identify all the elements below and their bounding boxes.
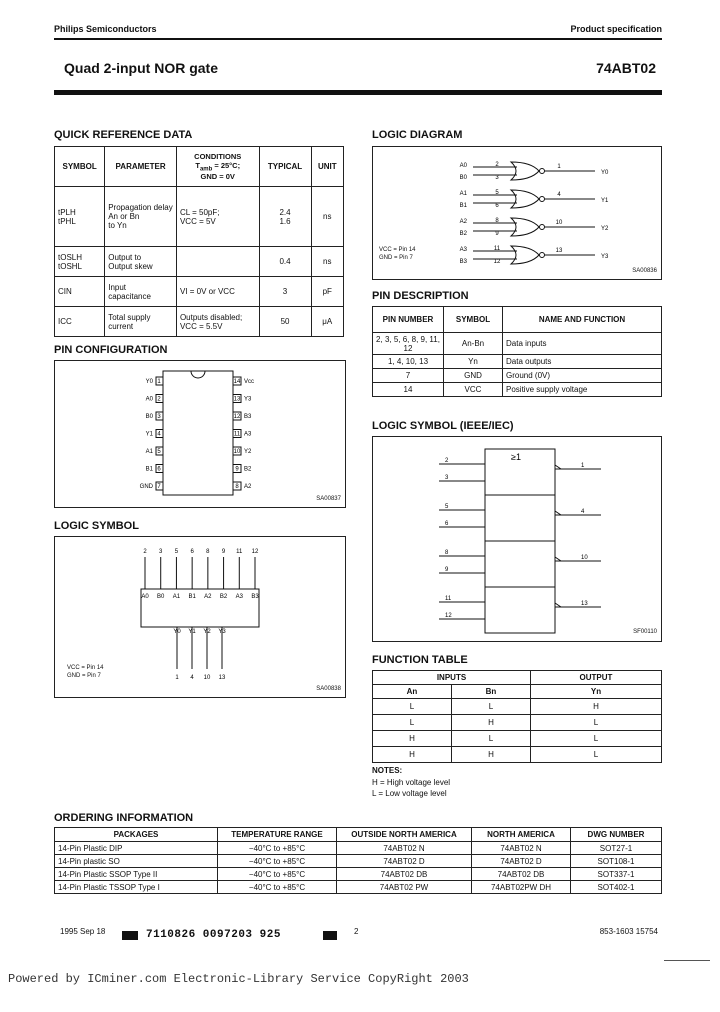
qrd-row: tPLH tPHL Propagation delay An or Bn to Yn CL = 50pF; VCC = 5V 2.4 1.6 ns	[55, 187, 344, 247]
ls-pin-number: 12	[251, 549, 259, 555]
ic-notch	[191, 371, 205, 378]
ld-pin-number: 13	[555, 248, 563, 254]
ls-input-label: B0	[157, 594, 165, 600]
ic-pin-number: 7	[157, 484, 161, 490]
pd-row: 14 VCC Positive supply voltage	[373, 383, 662, 397]
ls-pin-number: 2	[143, 549, 147, 555]
pin-desc-table	[372, 306, 662, 397]
ls-pin-number: 8	[206, 549, 210, 555]
pd-row: 1, 4, 10, 13 Yn Data outputs	[373, 355, 662, 369]
nor-gate-shape	[511, 162, 539, 180]
ord-row: 14-Pin Plastic SSOP Type II −40°C to +85°C 74ABT02 DB 74ABT02 DB SOT337-1	[55, 868, 662, 881]
ft-row: H L L	[373, 731, 662, 747]
ft-col-yn: Yn	[531, 685, 662, 699]
ieee-pin-number: 13	[581, 601, 588, 607]
ic-pin-name: Y2	[244, 449, 252, 455]
ld-pin-number: 11	[493, 246, 501, 252]
ld-pin-number: 4	[557, 192, 561, 198]
ord-col-temp: TEMPERATURE RANGE	[218, 828, 337, 842]
ord-col-na: NORTH AMERICA	[472, 828, 571, 842]
barcode-block-left	[122, 931, 138, 940]
ld-output-label: Y0	[601, 170, 609, 176]
ls-pin-number: 5	[174, 549, 179, 555]
ld-note-gnd: GND = Pin 7	[379, 255, 413, 261]
page-title: Quad 2-input NOR gate	[64, 60, 218, 76]
ld-note-vcc: VCC = Pin 14	[379, 247, 416, 253]
ld-pin-number: 3	[495, 175, 499, 181]
ordering-title: ORDERING INFORMATION	[54, 812, 194, 824]
pd-col-num: PIN NUMBER	[373, 307, 444, 333]
ieee-negation	[555, 465, 561, 469]
ls-pin-number: 10	[203, 675, 211, 681]
ls-pin-number: 6	[190, 549, 194, 555]
ieee-gate-box	[485, 587, 555, 633]
ld-input-label: A2	[459, 219, 467, 225]
qrd-row: tOSLH tOSHL Output to Output skew 0.4 ns	[55, 247, 344, 277]
company-name: Philips Semiconductors	[54, 24, 157, 34]
ft-output-header: OUTPUT	[531, 671, 662, 685]
ic-pin-name: A1	[145, 449, 153, 455]
ld-input-label: B3	[459, 259, 467, 265]
ls-output-label: Y2	[203, 629, 211, 635]
ieee-pin-number: 11	[445, 596, 452, 602]
ft-note-l: L = Low voltage level	[372, 789, 447, 798]
ic-pin-name: A2	[244, 484, 252, 490]
pd-col-name: NAME AND FUNCTION	[503, 307, 662, 333]
nor-bubble	[540, 225, 545, 230]
qrd-row: ICC Total supply current Outputs disabled; VCC = 5.5V 50 μA	[55, 307, 344, 337]
ieee-code: SF00110	[633, 629, 657, 635]
ieee-pin-number: 2	[445, 458, 449, 464]
ft-row: L L H	[373, 699, 662, 715]
ieee-pin-number: 6	[445, 521, 449, 527]
ls-input-label: B3	[251, 594, 259, 600]
ieee-negation	[555, 511, 561, 515]
ld-output-label: Y3	[601, 254, 609, 260]
qrd-table	[54, 146, 344, 337]
footer-powered: Powered by ICminer.com Electronic-Library Service CopyRight 2003	[8, 972, 469, 986]
ls-input-label: A1	[172, 594, 181, 600]
logic-diagram-title: LOGIC DIAGRAM	[372, 129, 463, 141]
nor-bubble	[540, 253, 545, 258]
ld-input-label: B0	[459, 175, 467, 181]
ft-notes-title: NOTES:	[372, 766, 403, 775]
qrd-col-symbol: SYMBOL	[55, 147, 105, 187]
nor-gate-shape	[511, 218, 539, 236]
ld-pin-number: 9	[495, 231, 499, 237]
ld-output-label: Y2	[601, 226, 609, 232]
ls-pin-number: 1	[175, 675, 179, 681]
ord-col-dwg: DWG NUMBER	[571, 828, 662, 842]
ord-row: 14-Pin Plastic TSSOP Type I −40°C to +85°C 74ABT02 PW 74ABT02PW DH SOT402-1	[55, 881, 662, 894]
ls-pin-number: 13	[218, 675, 226, 681]
ls-output-label: Y0	[173, 629, 181, 635]
func-table	[372, 670, 662, 763]
ls-pin-number: 11	[236, 549, 243, 555]
qrd-col-param: PARAMETER	[105, 147, 177, 187]
ic-pin-number: 8	[235, 484, 239, 490]
ic-pin-number: 3	[157, 414, 161, 420]
ld-input-label: A1	[459, 191, 467, 197]
ieee-pin-number: 9	[445, 567, 449, 573]
ls-output-label: Y1	[188, 629, 196, 635]
ic-pin-name: A0	[145, 396, 153, 403]
logic-diagram-svg	[373, 147, 661, 279]
ls-note-gnd: GND = Pin 7	[67, 673, 101, 679]
footer-docnum: 853-1603 15754	[599, 927, 658, 936]
ld-input-label: A3	[459, 247, 467, 253]
ic-pin-number: 13	[233, 396, 241, 403]
ls-pin-number: 3	[159, 549, 163, 555]
ls-input-label: B2	[219, 594, 228, 600]
ld-pin-number: 6	[495, 203, 499, 209]
ieee-pin-number: 1	[581, 463, 585, 469]
ord-row: 14-Pin Plastic DIP −40°C to +85°C 74ABT02 N 74ABT02 N SOT27-1	[55, 842, 662, 855]
ieee-negation	[555, 557, 561, 561]
ft-note-h: H = High voltage level	[372, 778, 451, 787]
doc-type: Product specification	[570, 24, 662, 34]
ld-pin-number: 8	[495, 218, 499, 224]
ord-col-outside: OUTSIDE NORTH AMERICA	[337, 828, 472, 842]
pin-config-title: PIN CONFIGURATION	[54, 344, 168, 356]
barcode-block-right	[323, 931, 337, 940]
part-number: 74ABT02	[596, 60, 656, 76]
ls-input-label: A3	[235, 594, 243, 600]
ic-pin-name: Y0	[145, 379, 153, 385]
ieee-svg	[373, 437, 661, 641]
ld-output-label: Y1	[601, 198, 609, 204]
pin-desc-title: PIN DESCRIPTION	[372, 290, 469, 302]
ic-pin-number: 5	[157, 449, 161, 455]
nor-gate-shape	[511, 246, 539, 264]
ord-col-pkg: PACKAGES	[55, 828, 218, 842]
ic-pin-name: Y3	[244, 396, 252, 403]
ls-pin-number: 9	[221, 549, 226, 555]
ld-input-label: B1	[459, 203, 467, 209]
pd-row: 7 GND Ground (0V)	[373, 369, 662, 383]
ieee-pin-number: 5	[445, 504, 449, 510]
header-rule	[54, 38, 662, 40]
ls-input-label: A0	[141, 594, 149, 600]
ieee-negation	[555, 603, 561, 607]
qrd-col-unit: UNIT	[311, 147, 343, 187]
ic-pin-name: B1	[145, 466, 153, 473]
ic-pin-number: 1	[157, 379, 161, 385]
pc-code: SA00837	[316, 496, 341, 502]
qrd-title: QUICK REFERENCE DATA	[54, 129, 193, 141]
ld-input-label: A0	[459, 163, 467, 169]
ft-row: H H L	[373, 747, 662, 763]
ic-pin-number: 12	[233, 414, 241, 420]
ls-input-label: B1	[188, 594, 196, 600]
footer-barcode: 7110826 0097203 925	[146, 929, 281, 941]
ft-col-bn: Bn	[452, 685, 531, 699]
ieee-pin-number: 8	[445, 550, 449, 556]
ic-pin-name: B0	[145, 414, 153, 420]
pd-row: 2, 3, 5, 6, 8, 9, 11, 12 An-Bn Data inputs	[373, 333, 662, 355]
func-table-title: FUNCTION TABLE	[372, 654, 468, 666]
title-rule	[54, 90, 662, 95]
nor-bubble	[540, 197, 545, 202]
ieee-box	[372, 436, 662, 642]
ld-input-label: B2	[459, 231, 467, 237]
qrd-col-cond: CONDITIONS $T_{amb} = 25^\circ C$; GND = 0V	[176, 147, 259, 187]
ieee-pin-number: 12	[445, 613, 452, 619]
ls-code: SA00838	[316, 686, 341, 692]
ft-inputs-header: INPUTS	[373, 671, 531, 685]
ic-pin-number: 9	[235, 466, 239, 473]
ieee-pin-number: 10	[581, 555, 588, 561]
ic-pin-name: GND	[139, 484, 153, 490]
pin-config-svg	[55, 361, 345, 507]
ls-output-label: Y3	[218, 629, 226, 635]
ic-pin-number: 6	[157, 466, 161, 473]
ieee-gate-box	[485, 541, 555, 587]
ic-pin-name: Vcc	[244, 379, 255, 385]
qrd-col-typical: TYPICAL	[259, 147, 311, 187]
ft-row: L H L	[373, 715, 662, 731]
ordering-table	[54, 827, 662, 894]
ic-pin-number: 4	[157, 431, 161, 438]
ld-pin-number: 12	[493, 259, 501, 265]
ieee-pin-number: 3	[445, 475, 449, 481]
ls-input-label: A2	[204, 594, 212, 600]
ieee-title: LOGIC SYMBOL (IEEE/IEC)	[372, 420, 514, 432]
ic-pin-number: 2	[157, 396, 161, 403]
ft-col-an: An	[373, 685, 452, 699]
ic-body	[163, 371, 233, 495]
pin-config-box	[54, 360, 346, 508]
ord-row: 14-Pin plastic SO −40°C to +85°C 74ABT02 D 74ABT02 D SOT108-1	[55, 855, 662, 868]
ls-pin-number: 4	[190, 675, 194, 681]
ic-pin-name: Y1	[145, 431, 153, 438]
ic-pin-number: 11	[233, 431, 241, 438]
nor-bubble	[540, 169, 545, 174]
ls-note-vcc: VCC = Pin 14	[67, 665, 104, 671]
ic-pin-number: 14	[233, 379, 241, 385]
ld-pin-number: 2	[495, 162, 499, 168]
footer-page: 2	[354, 927, 359, 936]
qrd-row: CIN Input capacitance VI = 0V or VCC 3 pF	[55, 277, 344, 307]
ic-pin-name: B3	[244, 414, 252, 420]
ld-code: SA00836	[632, 268, 657, 274]
ld-pin-number: 10	[555, 220, 563, 226]
pd-col-sym: SYMBOL	[444, 307, 503, 333]
logic-symbol-title: LOGIC SYMBOL	[54, 520, 139, 532]
ieee-pin-number: 4	[581, 509, 585, 515]
corner-mark	[664, 960, 710, 961]
ic-pin-number: 10	[233, 449, 241, 455]
logic-symbol-box	[54, 536, 346, 698]
ld-pin-number: 1	[557, 164, 561, 170]
ieee-qualifier: ≥1	[511, 452, 521, 462]
ic-pin-name: B2	[244, 466, 252, 473]
ieee-gate-box	[485, 495, 555, 541]
nor-gate-shape	[511, 190, 539, 208]
ld-pin-number: 5	[495, 190, 499, 196]
ic-pin-name: A3	[244, 431, 252, 438]
logic-diagram-box	[372, 146, 662, 280]
footer-date: 1995 Sep 18	[60, 927, 106, 936]
